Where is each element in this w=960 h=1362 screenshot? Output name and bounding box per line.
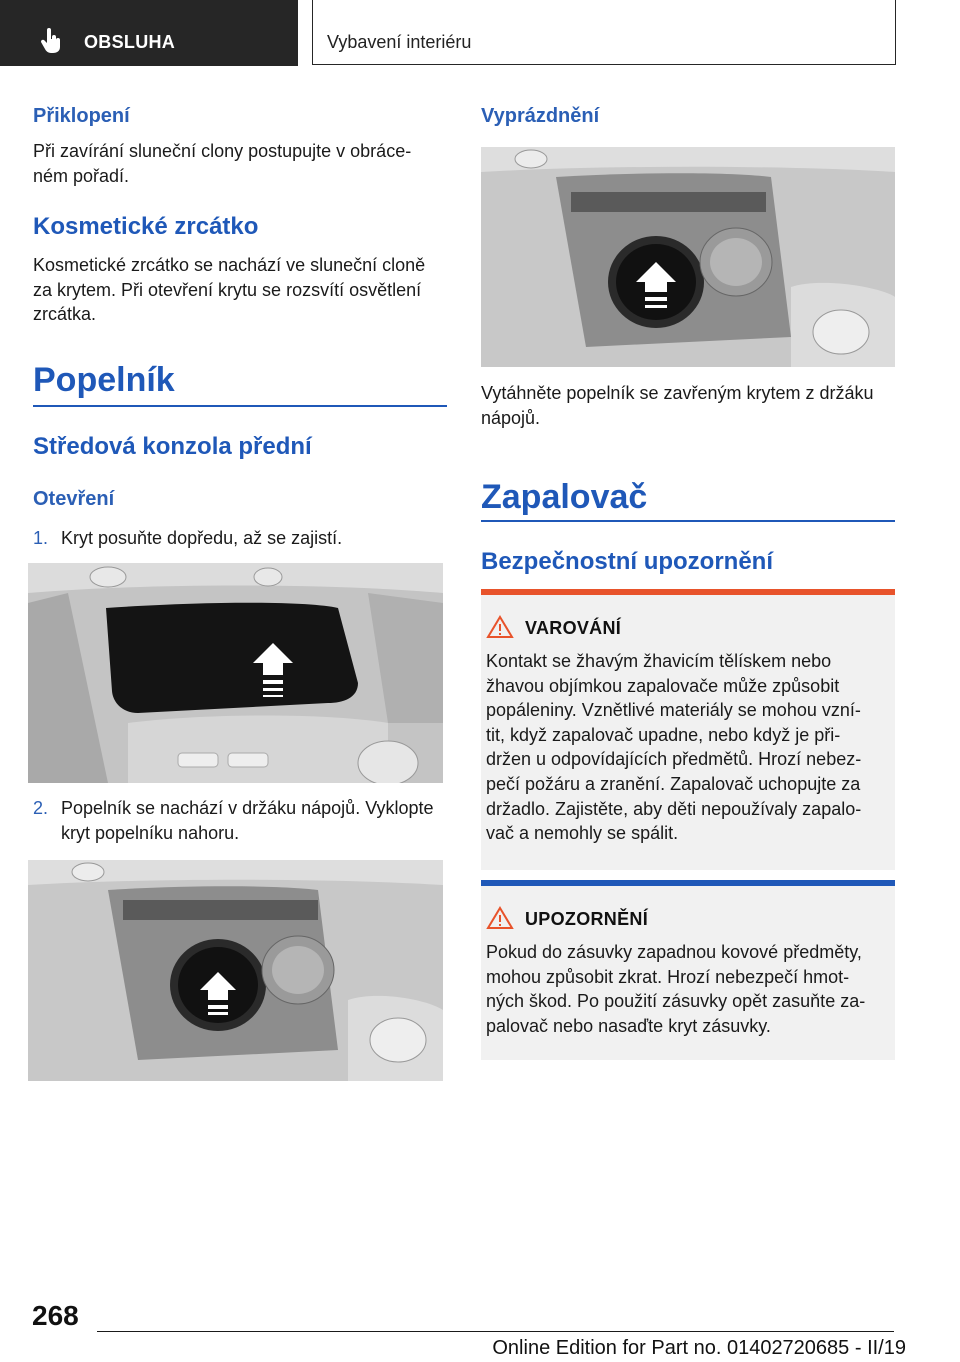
- text-line: vač a nemohly se spálit.: [486, 823, 679, 844]
- text-line: za krytem. Při otevření krytu se rozsvítí osvětlení: [33, 279, 422, 300]
- hand-pointer-icon: [40, 28, 64, 54]
- ashtray-removal-illustration: [481, 147, 895, 367]
- heading-front-console: Středová konzola přední: [33, 433, 312, 460]
- text-line: Popelník se nachází v držáku nápojů. Vyklopte: [61, 798, 434, 818]
- paragraph-mirror: [33, 253, 453, 327]
- caution-triangle-icon: [486, 906, 514, 930]
- text-line: palovač nebo nasaďte kryt zásuvky.: [486, 1015, 771, 1036]
- paragraph-priklopeni: [33, 139, 453, 188]
- text-line: držadlo. Zajistěte, aby děti nepoužívaly zapalo‐: [486, 798, 862, 819]
- heading-safety: Bezpečnostní upozornění: [481, 548, 774, 575]
- illustration-ashtray-open: [28, 860, 443, 1081]
- text-line: kryt popelníku nahoru.: [61, 822, 240, 843]
- text-line: Kosmetické zrcátko se nachází ve sluneční cloně: [33, 255, 426, 275]
- warning-box: [481, 595, 895, 870]
- text-line: Pokud do zásuvky zapadnou kovové předměty,: [486, 942, 862, 962]
- warning-text: [486, 649, 896, 846]
- text-line: ném pořadí.: [33, 165, 130, 186]
- heading-empty: Vyprázdnění: [481, 105, 600, 127]
- section-tab: [0, 0, 298, 66]
- paragraph-empty: [481, 381, 901, 430]
- caution-title: UPOZORNĚNÍ: [525, 909, 649, 929]
- heading-ashtray: Popelník: [33, 361, 175, 399]
- step-number: 2.: [33, 798, 49, 818]
- heading-lighter: Zapalovač: [481, 478, 648, 516]
- text-line: Při zavírání sluneční clony postupujte v obráce‐: [33, 141, 412, 161]
- heading-priklopeni: Přiklopení: [33, 105, 130, 127]
- ashtray-cupholder-illustration: [28, 860, 443, 1081]
- page-number: 268: [32, 1300, 79, 1331]
- chapter-label: Vybavení interiéru: [327, 32, 472, 52]
- illustration-console-cover: [28, 563, 443, 783]
- edition-text: Online Edition for Part no. 01402720685 - II/19: [492, 1337, 906, 1359]
- heading-rule: [33, 405, 447, 407]
- text-line: tit, když zapalovač upadne, nebo když je při‐: [486, 724, 841, 745]
- section-label: OBSLUHA: [84, 32, 176, 52]
- text-line: pečí požáru a zranění. Zapalovač uchopujte za: [486, 773, 861, 794]
- text-line: mohou způsobit zkrat. Hrozí nebezpečí hmot‐: [486, 966, 850, 987]
- text-line: popáleniny. Vznětlivé materiály se mohou vzní‐: [486, 700, 861, 721]
- text-line: Vytáhněte popelník se zavřeným krytem z držáku: [481, 383, 874, 403]
- heading-open: Otevření: [33, 488, 115, 510]
- heading-rule: [481, 520, 895, 522]
- text-line: držen u odpovídajících předmětů. Hrozí nebez‐: [486, 749, 862, 770]
- text-line: ných škod. Po použití zásuvky opět zasuňte za‐: [486, 991, 866, 1012]
- text-line: Kryt posuňte dopředu, až se zajistí.: [61, 528, 343, 548]
- illustration-ashtray-empty: [481, 147, 895, 367]
- text-line: žhavou objímkou zapalovače může způsobit: [486, 675, 840, 696]
- text-line: zrcátka.: [33, 304, 97, 325]
- heading-mirror: Kosmetické zrcátko: [33, 213, 259, 240]
- console-cover-illustration: [28, 563, 443, 783]
- step-1-text: [61, 526, 451, 551]
- warning-triangle-icon: [486, 615, 514, 639]
- text-line: Kontakt se žhavým žhavicím tělískem nebo: [486, 651, 832, 671]
- caution-box: [481, 886, 895, 1060]
- chapter-tab: [312, 0, 896, 65]
- caution-text: [486, 940, 896, 1038]
- warning-title: VAROVÁNÍ: [525, 618, 622, 638]
- text-line: nápojů.: [481, 407, 541, 428]
- step-number: 1.: [33, 528, 49, 548]
- footer-rule: [97, 1331, 894, 1332]
- step-2-text: [61, 796, 453, 845]
